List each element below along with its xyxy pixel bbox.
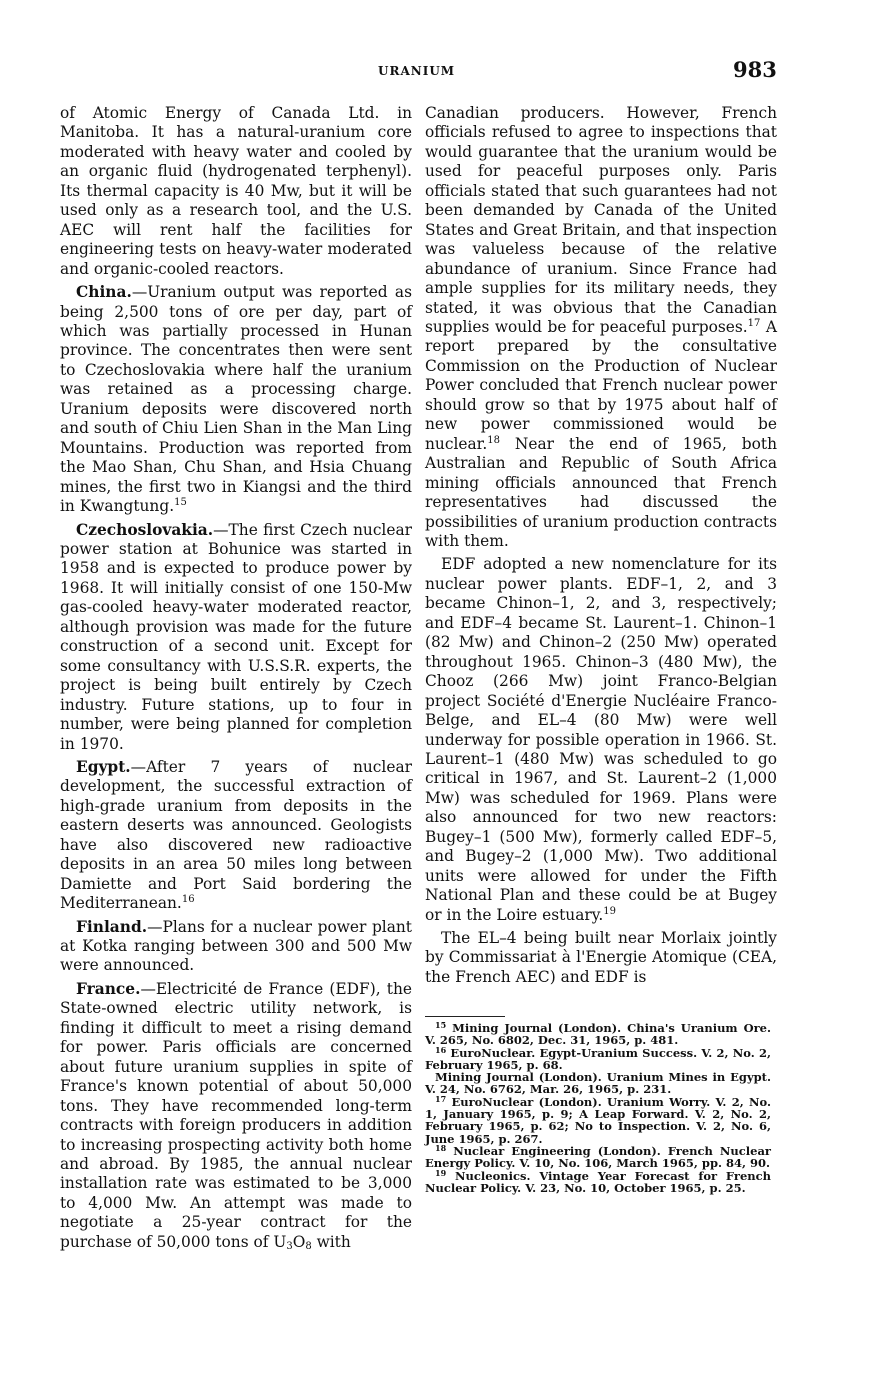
footnote: $^{19}$ Nucleonics. Vintage Year Forecast for French Nuclear Policy. V. 23, No. 10, October 1965, p. 25. <box>425 1167 771 1195</box>
country-heading-china: China. <box>76 283 132 302</box>
footnote: $^{15}$ Mining Journal (London). China's Uranium Ore. V. 265, No. 6802, Dec. 31, 1965, p. 481. <box>425 1020 771 1048</box>
paragraph-edf-nomenclature: EDF adopted a new nomenclature for its nuclear power plants. EDF–1, 2, and 3 became Chinon–1, 2, and 3, respectively; and EDF–4 became St. Laurent–1. Chinon–1 (82 Mw) and Chinon–2 (250 Mw) operated throughout 1965. Chinon–3 (480 Mw), the Chooz (266 Mw) joint Franco-Belgian project Société d'Energie Nucléaire Franco-Belge, and EL–4 (80 Mw) were well underway for possible operation in 1966. St. Laurent–1 (480 Mw) was scheduled to go critical in 1967, and St. Laurent–2 (1,000 Mw) was scheduled for 1969. Plans were also announced for two new reactors: Bugey–1 (500 Mw), formerly called EDF–5, and Bugey–2 (1,000 Mw). Two additional units were allowed for under the Fifth National Plan and these could be at Bugey or in the Loire estuary.$^{19}$ <box>425 555 777 924</box>
paragraph-el4: The EL–4 being built near Morlaix jointly by Commissariat à l'Energie Atomique (CEA, the French AEC) and EDF is <box>425 929 777 986</box>
country-heading-france: France. <box>76 979 141 998</box>
left-column <box>60 104 412 1252</box>
footnote-divider <box>425 1016 505 1017</box>
paragraph-manitoba-reactor: of Atomic Energy of Canada Ltd. in Manitoba. It has a natural-uranium core moderated with heavy water and cooled by an organic fluid (hydrogenated terphenyl). Its thermal capacity is 40 Mw, but it will be used only as a research tool, and the U.S. AEC will rent half the facilities for engineering tests on heavy-water moderated and organic-cooled reactors. <box>60 104 412 278</box>
footnotes <box>425 1022 771 1194</box>
paragraph-egypt: Egypt.—After 7 years of nuclear development, the successful extraction of high-grade uranium from deposits in the eastern deserts was announced. Geologists have also discovered new radioactive deposits in an area 50 miles long between Damiette and Port Said bordering the Mediterranean.$^{16}$ <box>60 757 412 913</box>
country-heading-finland: Finland. <box>76 917 148 936</box>
footnote: $^{16}$ EuroNuclear. Egypt-Uranium Success. V. 2, No. 2, February 1965, p. 68. <box>425 1044 771 1072</box>
right-column <box>425 104 777 987</box>
country-heading-czechoslovakia: Czechoslovakia. <box>76 520 214 539</box>
paragraph-czechoslovakia: Czechoslovakia.—The first Czech nuclear power station at Bohunice was started in 1958 and is expected to produce power by 1968. It will initially consist of one 150-Mw gas-cooled heavy-water moderated reactor, although provision was made for the future construction of a second unit. Except for some consultancy with U.S.S.R. experts, the project is being built entirely by Czech industry. Future stations, up to four in number, were being planned for completion in 1970. <box>60 520 412 753</box>
footnote: $^{18}$ Nuclear Engineering (London). French Nuclear Energy Policy. V. 10, No. 106, March 1965, pp. 84, 90. <box>425 1142 771 1171</box>
running-header: URANIUM <box>378 64 456 78</box>
footnote-ref-16: 16 <box>181 894 195 906</box>
footnote: $^{17}$ EuroNuclear (London). Uranium Worry. V. 2, No. 1, January 1965, p. 9; A Leap Forward. V. 2, No. 2, February 1965, p. 62; No to Inspection. V. 2, No. 6, June 1965, p. 267. <box>425 1093 771 1146</box>
country-heading-egypt: Egypt. <box>76 757 131 776</box>
paragraph-finland: Finland.—Plans for a nuclear power plant at Kotka ranging between 300 and 500 Mw were announced. <box>60 917 412 975</box>
page-number: 983 <box>733 57 777 82</box>
footnote-ref-15: 15 <box>174 497 187 509</box>
footnote-ref-17: 17 <box>747 317 761 329</box>
footnote-ref-19: 19 <box>603 905 617 917</box>
paragraph-france-continued: Canadian producers. However, French officials refused to agree to inspections that would guarantee that the uranium would be used for peaceful purposes only. Paris officials stated that such guarantees had not been demanded by Canada of the United States and Great Britain, and that inspection was valueless because of the relative abundance of uranium. Since France had ample supplies for its military needs, they stated, it was obvious that the Canadian supplies would be for peaceful purposes.$^{17}$ A report prepared by the consultative Commission on the Production of Nuclear Power concluded that French nuclear power should grow so that by 1975 about half of new power commissioned would be nuclear.$^{18}$ Near the end of 1965, both Australian and Republic of South Africa mining officials announced that French representatives had discussed the possibilities of uranium production contracts with them. <box>425 104 777 550</box>
paragraph-china: China.—Uranium output was reported as being 2,500 tons of ore per day, part of which was partially processed in Hunan province. The concentrates then were sent to Czechoslovakia where half the uranium was retained as a processing charge. Uranium deposits were discovered north and south of Chiu Lien Shan in the Man Ling Mountains. Production was reported from the Mao Shan, Chu Shan, and Hsia Chuang mines, the first two in Kiangsi and the third in Kwangtung.$^{15}$ <box>60 283 412 516</box>
paragraph-france: France.—Electricité de France (EDF), the State-owned electric utility network, is finding it difficult to meet a rising demand for power. Paris officials are concerned about future uranium supplies in spite of France's known potential of about 50,000 tons. They have recommended long-term contracts with foreign producers in addition to increasing prospecting activity both home and abroad. By 1985, the annual nuclear installation rate was estimated to be 3,000 to 4,000 Mw. An attempt was made to negotiate a 25-year contract for the purchase of 50,000 tons of $U_3O_8$ with <box>60 979 412 1252</box>
footnote-ref-18: 18 <box>487 434 500 446</box>
footnote: Mining Journal (London). Uranium Mines in Egypt. V. 24, No. 6762, Mar. 26, 1965, p. 231. <box>425 1070 771 1097</box>
